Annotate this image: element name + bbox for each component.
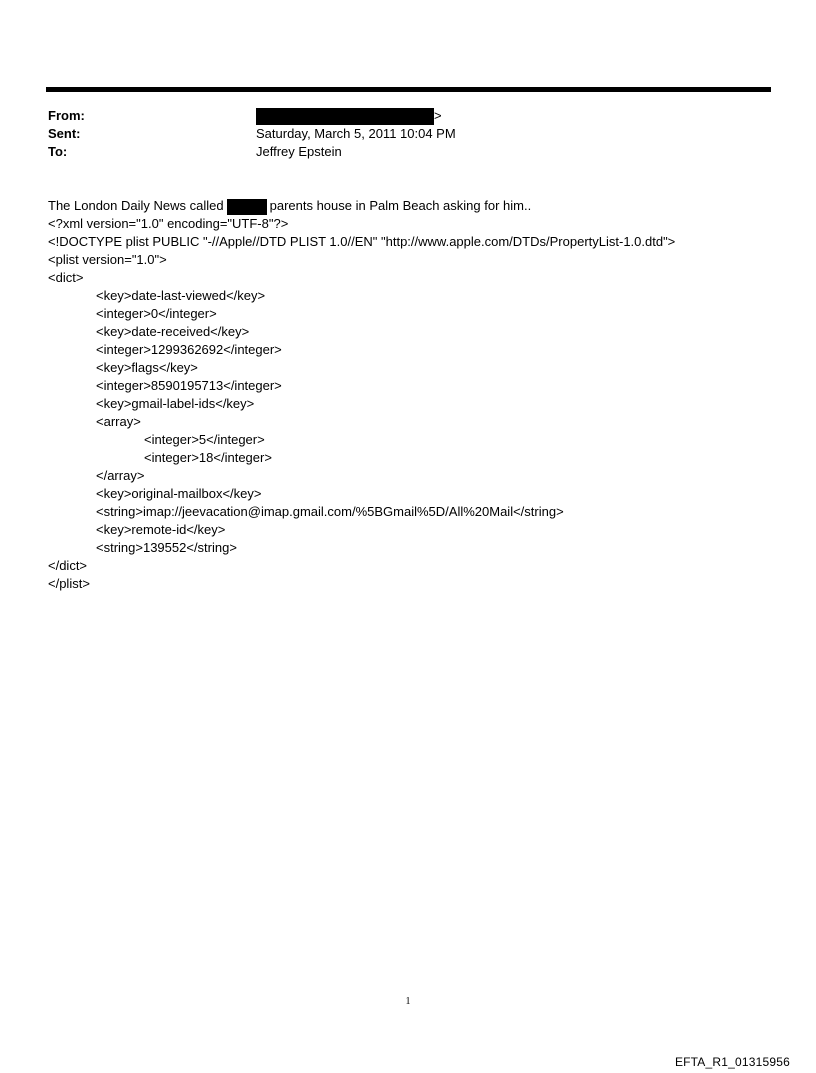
xml-line: <dict> xyxy=(48,270,84,285)
xml-line: <key>remote-id</key> xyxy=(96,522,226,537)
sent-row xyxy=(48,125,748,143)
xml-line: <!DOCTYPE plist PUBLIC "-//Apple//DTD PLIST 1.0//EN" "http://www.apple.com/DTDs/PropertyList-1.0.dtd"> xyxy=(48,234,676,249)
xml-line: </plist> xyxy=(48,576,90,591)
sent-value: Saturday, March 5, 2011 10:04 PM xyxy=(256,126,456,141)
xml-line: </dict> xyxy=(48,558,88,573)
redaction-box xyxy=(227,199,267,215)
xml-line: <key>date-last-viewed</key> xyxy=(96,288,266,303)
xml-line: <array> xyxy=(96,414,141,429)
header-divider-rule xyxy=(46,87,771,92)
xml-line: <integer>1299362692</integer> xyxy=(96,342,282,357)
from-label: From: xyxy=(48,108,85,123)
intro-line xyxy=(48,197,788,215)
xml-line: <string>imap://jeevacation@imap.gmail.com/%5BGmail%5D/All%20Mail</string> xyxy=(96,504,564,519)
sent-label: Sent: xyxy=(48,126,81,141)
document-id: EFTA_R1_01315956 xyxy=(674,1055,790,1069)
email-body xyxy=(48,197,788,593)
xml-line: <key>flags</key> xyxy=(96,360,198,375)
xml-line: <key>original-mailbox</key> xyxy=(96,486,262,501)
from-row xyxy=(48,107,748,125)
intro-after: parents house in Palm Beach asking for him.. xyxy=(269,198,532,213)
from-value xyxy=(256,107,442,125)
xml-line: <plist version="1.0"> xyxy=(48,252,167,267)
xml-line: <?xml version="1.0" encoding="UTF-8"?> xyxy=(48,216,289,231)
xml-line: <integer>5</integer> xyxy=(144,432,265,447)
xml-line: <integer>0</integer> xyxy=(96,306,217,321)
from-suffix: > xyxy=(434,108,442,123)
xml-line: <key>gmail-label-ids</key> xyxy=(96,396,255,411)
xml-line: <integer>8590195713</integer> xyxy=(96,378,282,393)
redaction-box xyxy=(256,108,434,125)
xml-line: <string>139552</string> xyxy=(96,540,237,555)
to-row xyxy=(48,143,748,161)
xml-line: <key>date-received</key> xyxy=(96,324,250,339)
xml-line: <integer>18</integer> xyxy=(144,450,272,465)
intro-before: The London Daily News called xyxy=(48,198,224,213)
page-number: 1 xyxy=(405,996,411,1007)
to-value: Jeffrey Epstein xyxy=(256,144,342,159)
to-label: To: xyxy=(48,144,68,159)
email-header xyxy=(48,107,748,161)
xml-line: </array> xyxy=(96,468,145,483)
